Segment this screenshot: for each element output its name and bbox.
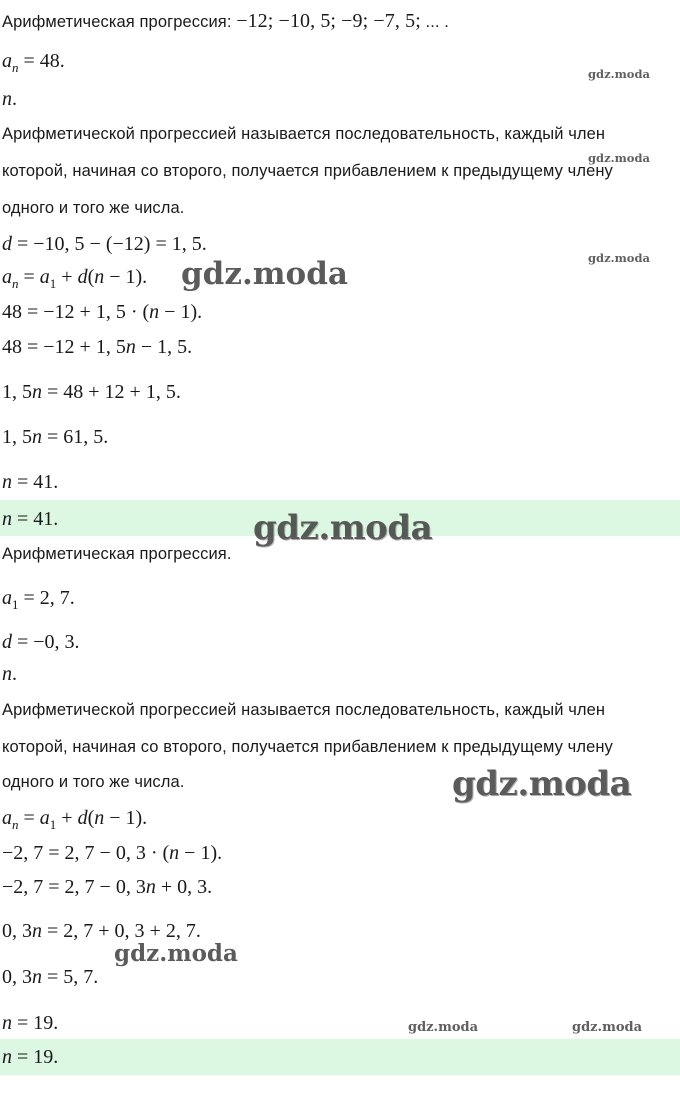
given-line-1: $a_n = 48$. <box>2 50 65 75</box>
step-1-5: 1, 5n = 48 + 12 + 1, 5. <box>2 381 181 403</box>
watermark: gdz.moda <box>181 256 348 292</box>
step-2-4: 0, 3n = 2, 7 + 0, 3 + 2, 7. <box>2 920 201 942</box>
find-line-2: n. <box>2 663 17 685</box>
definition-line-2b: которой, начиная со второго, получается прибавлением к предыдущему члену <box>2 738 613 756</box>
watermark: gdz.moda <box>253 508 433 548</box>
step-2-2: −2, 7 = 2, 7 − 0, 3 · (n − 1). <box>2 842 223 864</box>
watermark: gdz.moda <box>588 251 650 265</box>
definition-line-2a: Арифметической прогрессией называется последовательность, каждый член <box>2 701 606 719</box>
step-1-1: d = −10, 5 − (−12) = 1, 5. <box>2 233 207 255</box>
definition-line-1a: Арифметической прогрессией называется последовательность, каждый член <box>2 125 606 143</box>
watermark: gdz.moda <box>452 764 632 804</box>
answer-2: n = 19. <box>2 1046 59 1068</box>
given-line-2a: $a_1 = 2$, 7. <box>2 587 75 612</box>
definition-line-1c: одного и того же числа. <box>2 199 185 217</box>
answer-highlight-2 <box>0 1039 680 1075</box>
watermark: gdz.moda <box>588 67 650 81</box>
watermark: gdz.moda <box>588 151 650 165</box>
intro-line-2: Арифметическая прогрессия. <box>2 545 232 563</box>
step-1-4: 48 = −12 + 1, 5n − 1, 5. <box>2 336 193 358</box>
watermark: gdz.moda <box>572 1020 643 1035</box>
definition-line-2c: одного и того же числа. <box>2 773 185 791</box>
answer-1: n = 41. <box>2 508 59 530</box>
given-line-2b: d = −0, 3. <box>2 631 80 653</box>
find-line-1: n. <box>2 88 17 110</box>
step-1-3: 48 = −12 + 1, 5 · (n − 1). <box>2 301 203 323</box>
step-1-7: n = 41. <box>2 471 59 493</box>
intro-line-1: Арифметическая прогрессия: −12; −10, 5; −9; −7, 5; ... . <box>2 10 449 32</box>
watermark: gdz.moda <box>114 940 238 967</box>
step-2-5: 0, 3n = 5, 7. <box>2 966 99 988</box>
watermark: gdz.moda <box>408 1020 479 1035</box>
step-2-6: n = 19. <box>2 1012 59 1034</box>
step-1-6: 1, 5n = 61, 5. <box>2 426 109 448</box>
step-2-1: $a_n = a_1 + d(n - 1)$. <box>2 807 148 832</box>
step-1-2: $a_n = a_1 + d(n - 1)$. <box>2 266 148 291</box>
definition-line-1b: которой, начиная со второго, получается прибавлением к предыдущему члену <box>2 162 613 180</box>
step-2-3: −2, 7 = 2, 7 − 0, 3n + 0, 3. <box>2 876 213 898</box>
